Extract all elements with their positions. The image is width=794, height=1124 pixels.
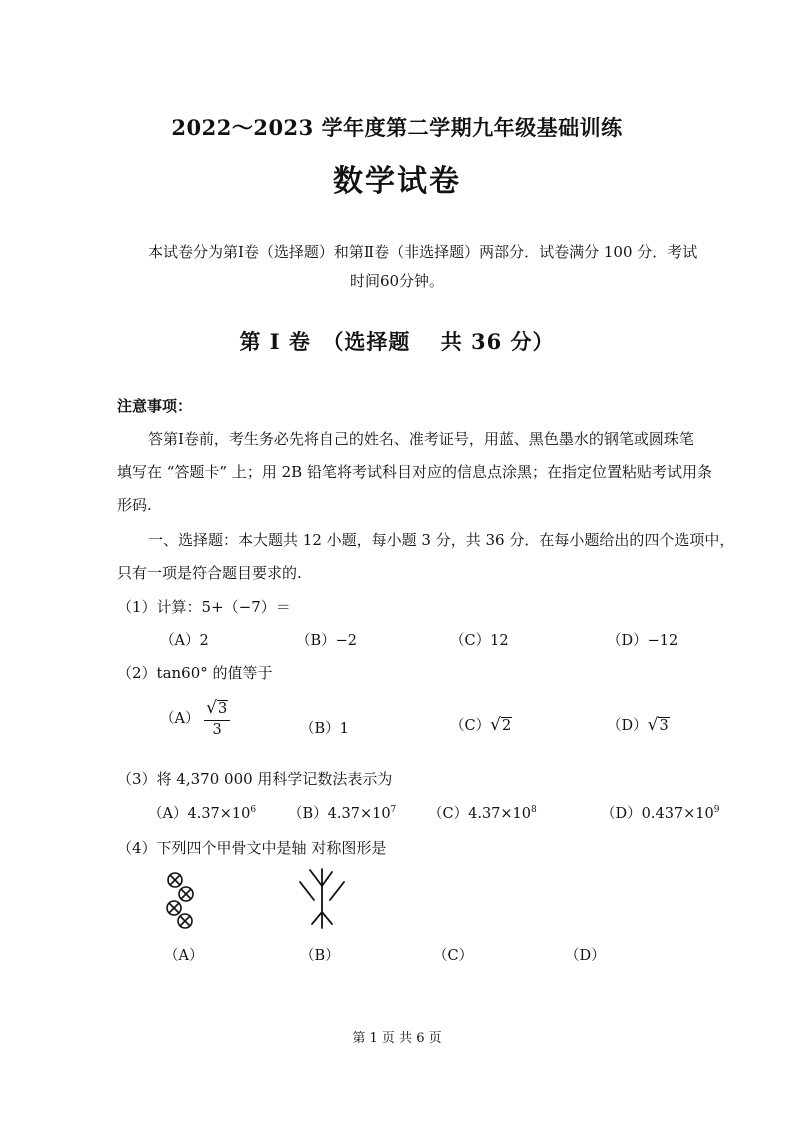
q2-option-d-label: （D） xyxy=(607,718,648,734)
q4-stem: （4）下列四个甲骨文中是轴 对称图形是 xyxy=(117,839,387,857)
q4-option-d-label: （D） xyxy=(565,948,606,964)
part1-instruction-line-1: 一、选择题：本大题共 12 小题，每小题 3 分，共 36 分．在每小题给出的四个选项中， xyxy=(148,531,735,549)
part1-instruction-line-2: 只有一项是符合题目要求的. xyxy=(117,564,302,582)
q2-option-d xyxy=(607,714,670,735)
q2-option-a-fraction xyxy=(204,700,230,738)
exam-header-title: 2022～2023 学年度第二学期九年级基础训练 xyxy=(171,115,623,140)
sqrt-symbol: √2 xyxy=(490,715,512,735)
q2-option-c-label: （C） xyxy=(450,718,491,734)
q4-option-b-label: （B） xyxy=(300,948,340,964)
q4-option-a-label: （A） xyxy=(164,948,204,964)
exam-subject-title: 数学试卷 xyxy=(333,164,461,199)
q2-option-c xyxy=(450,714,512,735)
q1-option-c: （C）12 xyxy=(450,633,509,649)
notes-line-2: 填写在 “答题卡” 上；用 2B 铅笔将考试科目对应的信息点涂黑；在指定位置粘贴考试用条 xyxy=(117,463,712,481)
q3-option-c: $(C)4.37\times 10^8$ xyxy=(428,805,537,822)
q2-option-a-label: （A） xyxy=(160,711,200,728)
q3-option-b: $(B)4.37\times 10^7$ xyxy=(288,805,397,822)
q3-option-a: $(A)4.37\times 10^6$ xyxy=(148,805,257,822)
q2-option-b: （B）1 xyxy=(300,721,349,737)
q2-option-a-denominator: 3 xyxy=(212,721,222,738)
q1-option-d: （D）−12 xyxy=(607,633,679,649)
page-number-footer: 第 1 页 共 6 页 xyxy=(352,1031,442,1046)
sqrt-symbol: √3 xyxy=(647,715,669,735)
notes-line-3: 形码. xyxy=(117,496,152,514)
q2-option-a xyxy=(160,700,230,738)
notes-heading: 注意事项： xyxy=(117,397,193,415)
q2-option-a-numerator xyxy=(204,700,230,721)
intro-line-2: 时间60分钟。 xyxy=(349,272,445,290)
sqrt-symbol: √3 xyxy=(206,698,228,718)
q3-option-d: $(D)0.437\times 10^9$ xyxy=(601,805,720,822)
q4-option-c-label: （C） xyxy=(433,948,474,964)
section-title: 第 Ⅰ 卷 （选择题 共 36 分） xyxy=(239,329,555,354)
q3-stem: （3）将 4,370 000 用科学记数法表示为 xyxy=(117,770,393,788)
oracle-glyph-b-figure xyxy=(298,866,348,930)
q1-option-a: （A）2 xyxy=(160,633,209,649)
intro-line-1: 本试卷分为第Ⅰ卷（选择题）和第Ⅱ卷（非选择题）两部分．试卷满分 100 分．考试 xyxy=(148,243,698,261)
q1-stem: （1）计算：5+（−7）＝ xyxy=(117,598,291,616)
notes-line-1: 答第Ⅰ卷前，考生务必先将自己的姓名、准考证号，用蓝、黑色墨水的钢笔或圆珠笔 xyxy=(148,430,694,448)
q2-stem: （2）tan60° 的值等于 xyxy=(117,664,273,682)
q1-option-b: （B）−2 xyxy=(296,633,358,649)
oracle-glyph-a-figure xyxy=(160,870,200,932)
